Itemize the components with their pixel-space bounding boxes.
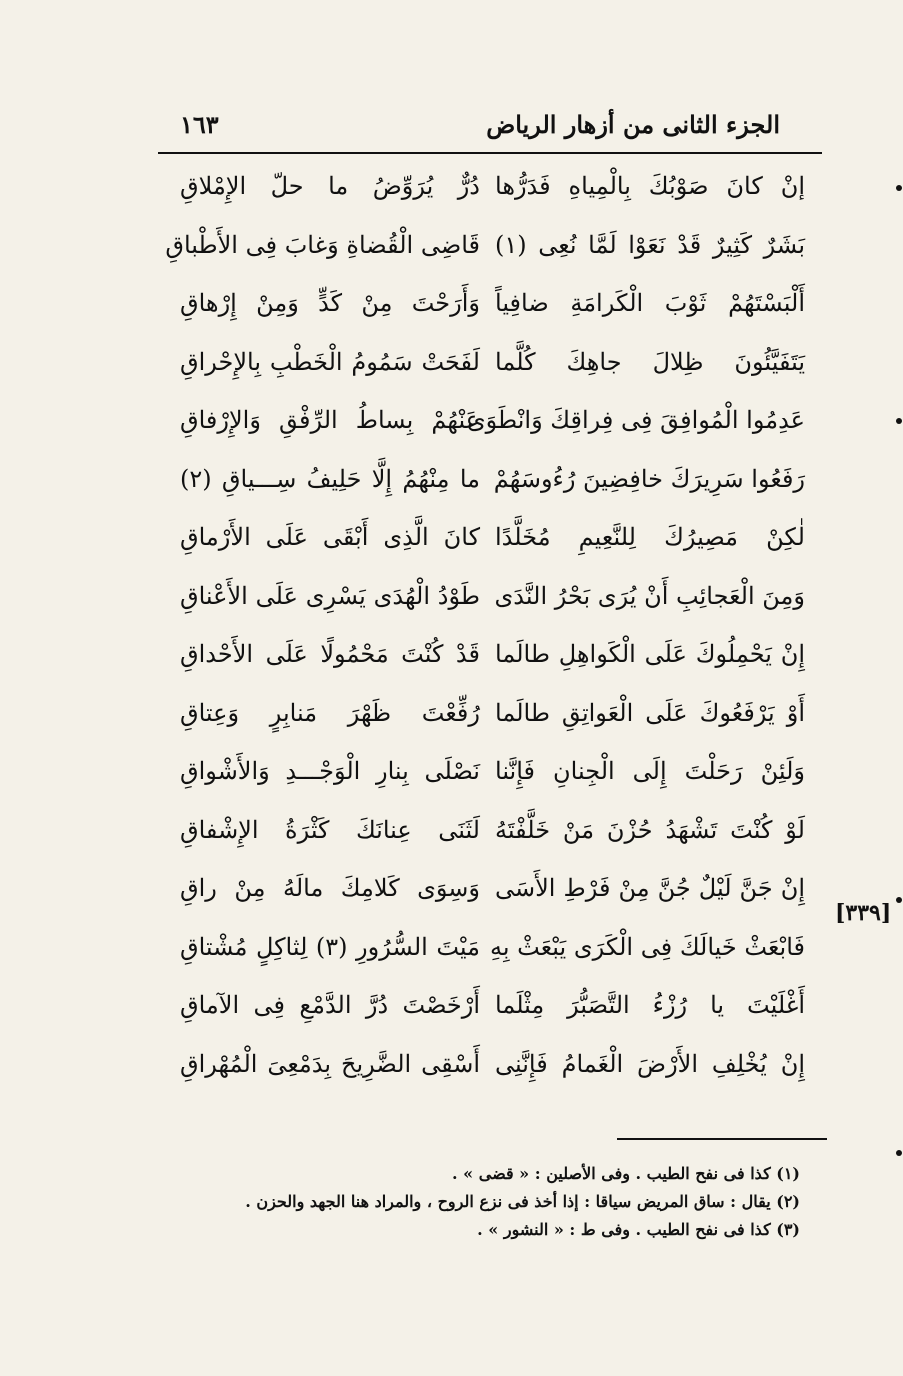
first-hemistich: وَمِنَ الْعَجائِبِ أَنْ يُرَى بَحْرُ النَّدَى	[494, 581, 805, 610]
second-hemistich: عَنْهُمْ بِساطُ الرِّفْقِ وَالإِرْفاقِ	[180, 406, 480, 434]
verse-line	[160, 979, 820, 1038]
verse-line	[160, 687, 820, 746]
footnote-rule	[617, 1138, 827, 1140]
first-hemistich: لَوْ كُنْتَ تَشْهَدُ حُزْنَ مَنْ خَلَّفْتَهُ	[495, 815, 805, 844]
second-hemistich: دُرٌّ يُرَوِّضُ ما حلّ الإِمْلاقِ	[180, 172, 480, 200]
second-hemistich: قَدْ كُنْتَ مَحْمُولًا عَلَى الأَحْداقِ	[180, 640, 480, 668]
second-hemistich: أَسْقِى الضَّرِيحَ بِدَمْعِىَ الْمُهْراقِ	[180, 1049, 480, 1078]
first-hemistich: إِنْ يُخْلِفِ الأَرْضَ الْغَمامُ فَإِنَّنِى	[495, 1049, 805, 1078]
second-hemistich: لَثَنَى عِنانَكَ كَثْرَةُ الإِشْفاقِ	[180, 815, 480, 844]
second-hemistich: لَفَحَتْ سَمُومُ الْخَطْبِ بِالإِحْراقِ	[180, 347, 480, 376]
margin-dot	[896, 185, 902, 191]
verse-line	[160, 219, 820, 278]
footnote: (٣) كذا فى نفح الطيب . وفى ط : « النشور » .	[477, 1220, 800, 1239]
footnotes	[160, 1160, 800, 1244]
verse-line	[160, 160, 820, 219]
verse-line	[160, 862, 820, 921]
second-hemistich: طَوْدُ الْهُدَى يَسْرِى عَلَى الأَعْناقِ	[180, 581, 480, 610]
first-hemistich: وَلَئِنْ رَحَلْتَ إِلَى الْجِنانِ فَإِنَّنا	[495, 757, 805, 785]
verse-line	[160, 277, 820, 336]
verse-line	[160, 745, 820, 804]
second-hemistich: ما مِنْهُمُ إِلَّا حَلِيفُ سِـــياقِ (٢)	[180, 464, 480, 493]
first-hemistich: عَدِمُوا الْمُوافِقَ فِى فِراقِكَ وَانْطَوَى	[466, 406, 805, 434]
verse-line	[160, 453, 820, 512]
second-hemistich: أَرْخَصْتَ دُرَّ الدَّمْعِ فِى الآماقِ	[180, 991, 480, 1019]
verse-line	[160, 921, 820, 980]
first-hemistich: رَفَعُوا سَرِيرَكَ خافِضِينَ رُءُوسَهُمْ	[493, 464, 805, 493]
verse-line	[160, 628, 820, 687]
first-hemistich: إِنْ يَحْمِلُوكَ عَلَى الْكَواهِلِ طالَما	[495, 640, 805, 668]
second-hemistich: قَاضِى الْقُضاةِ وَغابَ فِى الأَطْباقِ	[165, 230, 480, 259]
second-hemistich: مَيْتَ السُّرُورِ (٣) لِثاكِلٍ مُشْتاقِ	[180, 932, 480, 961]
first-hemistich: بَشَرٌ كَثِيرٌ قَدْ نَعَوْا لَمَّا نُعِى (١)	[495, 230, 805, 259]
footnote: (١) كذا فى نفح الطيب . وفى الأصلين : « قضى » .	[452, 1164, 800, 1183]
second-hemistich: نَصْلَى بِنارِ الْوَجْـــدِ وَالأَشْواقِ	[180, 757, 480, 785]
margin-page-reference: [٣٣٩]	[835, 900, 892, 926]
first-hemistich: لٰكِنْ مَصِيرُكَ لِلنَّعِيمِ مُخَلَّدًا	[495, 523, 805, 551]
header-rule	[158, 152, 822, 154]
first-hemistich: أَلْبَسْتَهُمْ ثَوْبَ الْكَرامَةِ ضافِياً	[495, 289, 805, 317]
first-hemistich: أَغْلَيْتَ يا رُزْءُ التَّصَبُّرَ مِثْلَما	[495, 991, 805, 1019]
first-hemistich: فَابْعَثْ خَيالَكَ فِى الْكَرَى يَبْعَثْ بِهِ	[489, 932, 805, 961]
footnote: (٢) يقال : ساق المريض سياقا : إذا أخذ فى نزع الروح ، والمراد هنا الجهد والحزن .	[245, 1192, 800, 1211]
verse-line	[160, 394, 820, 453]
running-title: الجزء الثانى من أزهار الرياض	[486, 110, 780, 139]
running-header	[160, 110, 820, 150]
first-hemistich: أَوْ يَرْفَعُوكَ عَلَى الْعَواتِقِ طالَما	[495, 698, 805, 727]
margin-dot	[896, 1150, 902, 1156]
second-hemistich: كانَ الَّذِى أَبْقَى عَلَى الأَرْماقِ	[180, 523, 480, 551]
verse-line	[160, 570, 820, 629]
first-hemistich: إنْ كانَ صَوْبُكَ بِالْمِياهِ فَدَرُّها	[495, 172, 805, 200]
margin-dot	[896, 897, 902, 903]
page-number: ١٦٣	[180, 110, 219, 139]
second-hemistich: وَأَرَحْتَ مِنْ كَدٍّ وَمِنْ إِرْهاقِ	[180, 289, 480, 317]
first-hemistich: إِنْ جَنَّ لَيْلٌ جُنَّ مِنْ فَرْطِ الأَسَى	[495, 874, 805, 902]
second-hemistich: رُفِّعْتَ ظَهْرَ مَنابِرٍ وَعِتاقِ	[180, 698, 480, 727]
margin-dot	[896, 418, 902, 424]
verse-line	[160, 336, 820, 395]
first-hemistich: يَتَفَيَّئُونَ ظِلالَ جاهِكَ كُلَّما	[495, 347, 805, 376]
verse-line	[160, 511, 820, 570]
poem-body	[160, 160, 820, 1096]
verse-line	[160, 804, 820, 863]
verse-line	[160, 1038, 820, 1097]
second-hemistich: وَسِوَى كَلامِكَ مالَهُ مِنْ راقِ	[180, 874, 480, 902]
